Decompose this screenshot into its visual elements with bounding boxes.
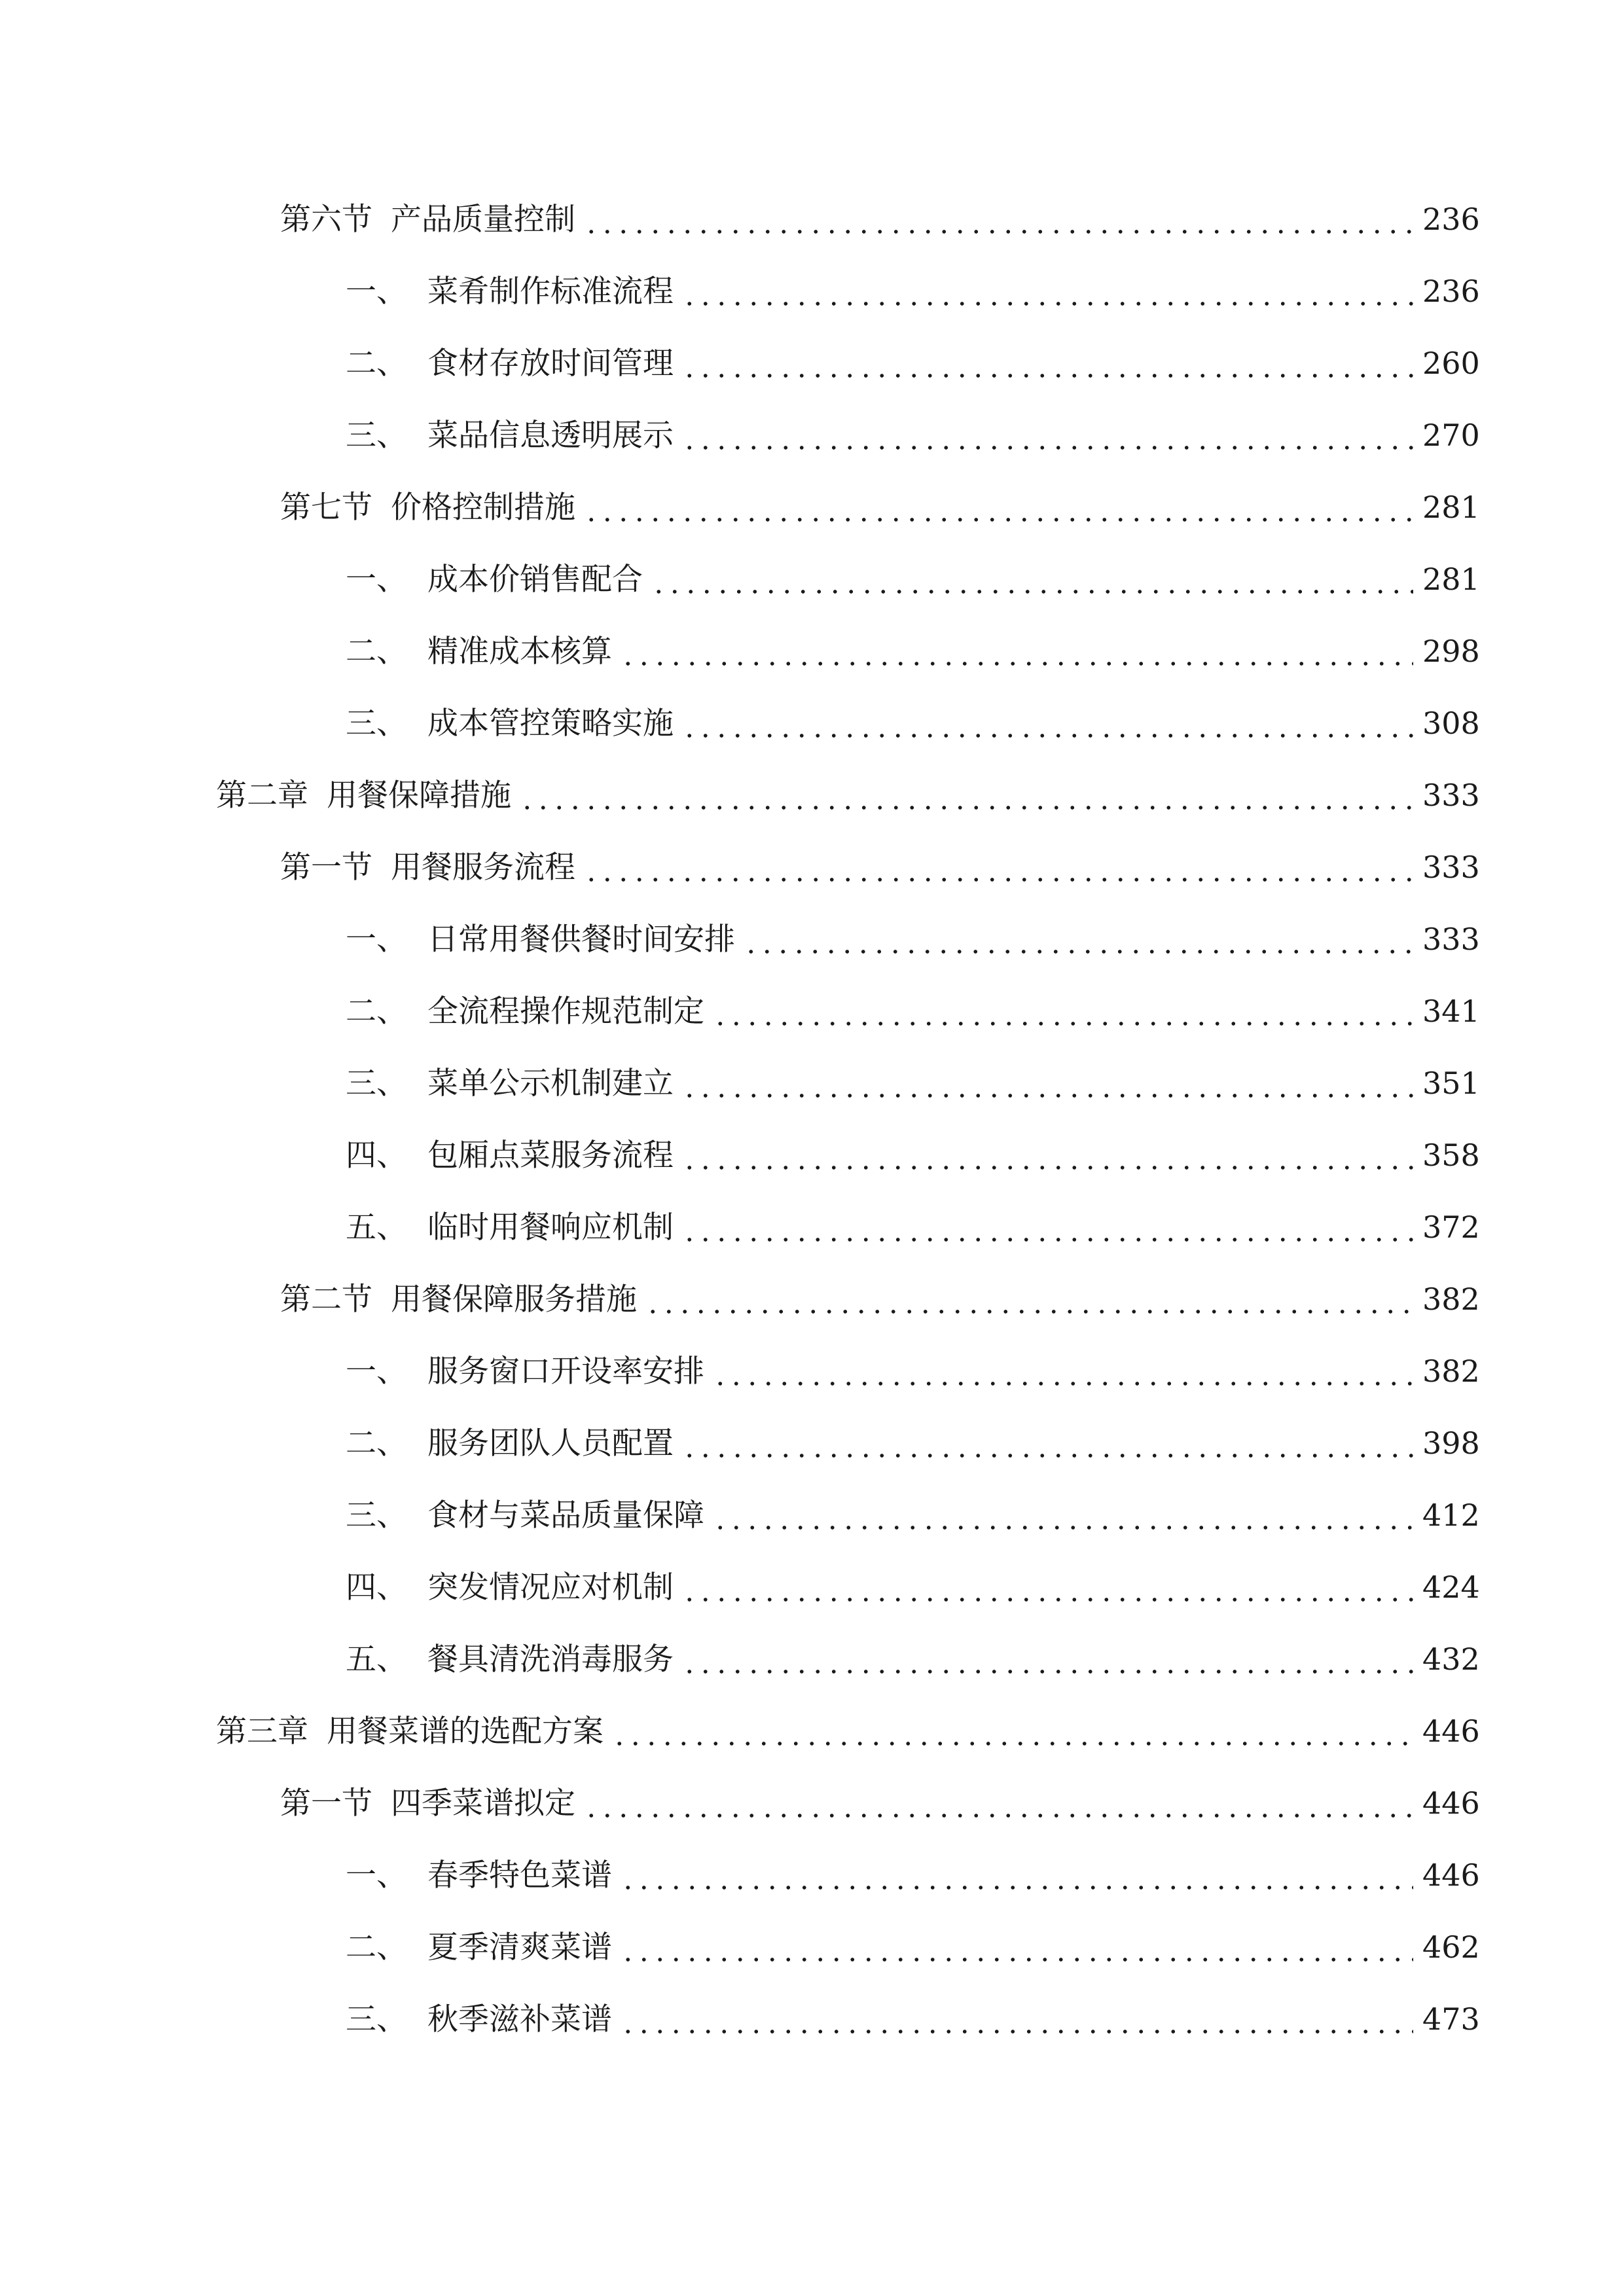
toc-entry-title: 用餐保障措施 bbox=[327, 777, 511, 814]
toc-entry-heading bbox=[346, 1641, 674, 1677]
toc-entry-number: 五、 bbox=[346, 1209, 407, 1246]
toc-entry-page-number: 308 bbox=[1422, 706, 1480, 741]
toc-entry-number: 一、 bbox=[346, 1857, 407, 1893]
toc-entry-title: 日常用餐供餐时间安排 bbox=[427, 921, 735, 958]
toc-entry-title: 价格控制措施 bbox=[391, 489, 575, 526]
toc-entry-heading bbox=[346, 633, 612, 670]
toc-entry[interactable] bbox=[0, 903, 1624, 975]
toc-entry[interactable] bbox=[0, 399, 1624, 471]
toc-dot-leader bbox=[645, 1284, 1413, 1315]
toc-entry-page-number: 333 bbox=[1422, 850, 1480, 885]
toc-entry-number: 五、 bbox=[346, 1641, 407, 1677]
toc-dot-leader bbox=[519, 780, 1413, 811]
toc-entry-title: 成本价销售配合 bbox=[427, 561, 643, 598]
toc-entry-heading bbox=[280, 489, 575, 526]
toc-entry-number: 一、 bbox=[346, 273, 407, 310]
toc-entry-page-number: 382 bbox=[1422, 1282, 1480, 1317]
toc-entry[interactable] bbox=[0, 1839, 1624, 1911]
toc-entry-number: 三、 bbox=[346, 1065, 407, 1102]
toc-entry[interactable] bbox=[0, 1119, 1624, 1191]
toc-entry-heading bbox=[280, 1785, 575, 1821]
toc-entry-title: 精准成本核算 bbox=[427, 633, 612, 670]
toc-entry-heading bbox=[346, 417, 674, 454]
toc-entry-heading bbox=[346, 993, 704, 1030]
toc-entry-heading bbox=[346, 561, 643, 598]
toc-entry-page-number: 236 bbox=[1422, 274, 1480, 309]
toc-dot-leader bbox=[620, 2004, 1413, 2035]
toc-dot-leader bbox=[583, 852, 1413, 883]
toc-entry-heading bbox=[216, 777, 511, 814]
toc-entry-title: 用餐服务流程 bbox=[391, 849, 575, 886]
toc-entry-page-number: 473 bbox=[1422, 2001, 1480, 2037]
toc-entry-page-number: 382 bbox=[1422, 1354, 1480, 1389]
toc-entry-number: 二、 bbox=[346, 1929, 407, 1965]
toc-entry-title: 餐具清洗消毒服务 bbox=[427, 1641, 674, 1677]
toc-dot-leader bbox=[620, 1860, 1413, 1891]
toc-dot-leader bbox=[681, 348, 1413, 379]
toc-entry-number: 三、 bbox=[346, 2001, 407, 2037]
toc-entry-number: 一、 bbox=[346, 921, 407, 958]
toc-entry-title: 四季菜谱拟定 bbox=[391, 1785, 575, 1821]
toc-entry-heading bbox=[346, 1569, 674, 1605]
toc-entry-page-number: 432 bbox=[1422, 1641, 1480, 1677]
toc-entry-page-number: 333 bbox=[1422, 922, 1480, 957]
toc-entry-title: 食材存放时间管理 bbox=[427, 345, 674, 382]
toc-entry-title: 突发情况应对机制 bbox=[427, 1569, 674, 1605]
toc-entry[interactable] bbox=[0, 1911, 1624, 1983]
toc-entry-heading bbox=[216, 1713, 604, 1749]
toc-entry-title: 产品质量控制 bbox=[391, 201, 575, 238]
toc-dot-leader bbox=[651, 564, 1413, 595]
toc-entry-title: 全流程操作规范制定 bbox=[427, 993, 704, 1030]
toc-entry-page-number: 298 bbox=[1422, 634, 1480, 669]
toc-entry-number: 第三章 bbox=[216, 1713, 308, 1749]
toc-dot-leader bbox=[583, 1788, 1413, 1819]
toc-dot-leader bbox=[681, 1572, 1413, 1603]
toc-entry[interactable] bbox=[0, 471, 1624, 543]
toc-entry-page-number: 398 bbox=[1422, 1426, 1480, 1461]
toc-entry-heading bbox=[346, 1353, 704, 1390]
toc-entry-heading bbox=[346, 1497, 704, 1534]
toc-entry-heading bbox=[280, 201, 575, 238]
toc-entry-page-number: 412 bbox=[1422, 1498, 1480, 1533]
toc-entry[interactable] bbox=[0, 1047, 1624, 1119]
toc-entry-heading bbox=[280, 849, 575, 886]
toc-dot-leader bbox=[583, 204, 1413, 235]
toc-entry[interactable] bbox=[0, 687, 1624, 759]
toc-entry-number: 二、 bbox=[346, 993, 407, 1030]
toc-dot-leader bbox=[620, 1932, 1413, 1963]
toc-entry-page-number: 462 bbox=[1422, 1929, 1480, 1965]
toc-entry-number: 二、 bbox=[346, 633, 407, 670]
toc-entry-page-number: 446 bbox=[1422, 1857, 1480, 1893]
toc-entry-title: 用餐菜谱的选配方案 bbox=[327, 1713, 604, 1749]
toc-entry-heading bbox=[346, 705, 674, 742]
toc-dot-leader bbox=[681, 420, 1413, 451]
toc-entry-number: 第六节 bbox=[280, 201, 372, 238]
toc-entry-number: 第七节 bbox=[280, 489, 372, 526]
toc-dot-leader bbox=[681, 708, 1413, 739]
toc-entry[interactable] bbox=[0, 759, 1624, 831]
toc-entry-title: 菜品信息透明展示 bbox=[427, 417, 674, 454]
toc-entry-number: 第二章 bbox=[216, 777, 308, 814]
toc-entry-page-number: 341 bbox=[1422, 994, 1480, 1029]
toc-dot-leader bbox=[681, 1068, 1413, 1099]
toc-entry[interactable] bbox=[0, 1407, 1624, 1479]
toc-entry-number: 三、 bbox=[346, 705, 407, 742]
table-of-contents bbox=[0, 183, 1624, 2055]
toc-entry-number: 一、 bbox=[346, 561, 407, 598]
toc-entry-page-number: 281 bbox=[1422, 562, 1480, 597]
toc-entry-title: 用餐保障服务措施 bbox=[391, 1281, 637, 1318]
toc-entry[interactable] bbox=[0, 975, 1624, 1047]
toc-entry-page-number: 446 bbox=[1422, 1785, 1480, 1821]
toc-entry[interactable] bbox=[0, 183, 1624, 255]
toc-entry[interactable] bbox=[0, 1191, 1624, 1263]
toc-entry-heading bbox=[280, 1281, 637, 1318]
toc-entry[interactable] bbox=[0, 1695, 1624, 1767]
toc-entry-heading bbox=[346, 1929, 612, 1965]
toc-entry-number: 三、 bbox=[346, 1497, 407, 1534]
toc-entry-heading bbox=[346, 1137, 674, 1174]
toc-entry-title: 夏季清爽菜谱 bbox=[427, 1929, 612, 1965]
toc-entry-heading bbox=[346, 273, 674, 310]
toc-entry[interactable] bbox=[0, 255, 1624, 327]
toc-dot-leader bbox=[681, 1140, 1413, 1171]
toc-entry-page-number: 351 bbox=[1422, 1066, 1480, 1101]
toc-dot-leader bbox=[712, 1500, 1413, 1531]
toc-dot-leader bbox=[712, 996, 1413, 1027]
toc-entry-page-number: 446 bbox=[1422, 1713, 1480, 1749]
toc-entry-title: 菜单公示机制建立 bbox=[427, 1065, 674, 1102]
toc-entry-number: 第一节 bbox=[280, 1785, 372, 1821]
toc-dot-leader bbox=[712, 1356, 1413, 1387]
toc-entry-title: 成本管控策略实施 bbox=[427, 705, 674, 742]
toc-entry-page-number: 333 bbox=[1422, 778, 1480, 813]
toc-entry-number: 第一节 bbox=[280, 849, 372, 886]
toc-entry-number: 第二节 bbox=[280, 1281, 372, 1318]
toc-entry-number: 三、 bbox=[346, 417, 407, 454]
toc-entry[interactable] bbox=[0, 1767, 1624, 1839]
toc-entry[interactable] bbox=[0, 327, 1624, 399]
toc-entry-page-number: 270 bbox=[1422, 418, 1480, 453]
toc-entry[interactable] bbox=[0, 1623, 1624, 1695]
toc-entry-number: 二、 bbox=[346, 1425, 407, 1462]
toc-entry-heading bbox=[346, 1065, 674, 1102]
toc-entry[interactable] bbox=[0, 615, 1624, 687]
toc-entry-page-number: 260 bbox=[1422, 346, 1480, 381]
toc-dot-leader bbox=[743, 924, 1413, 955]
toc-entry[interactable] bbox=[0, 1983, 1624, 2055]
toc-entry[interactable] bbox=[0, 543, 1624, 615]
toc-entry-page-number: 424 bbox=[1422, 1570, 1480, 1605]
toc-entry-title: 食材与菜品质量保障 bbox=[427, 1497, 704, 1534]
toc-entry-title: 菜肴制作标准流程 bbox=[427, 273, 674, 310]
toc-dot-leader bbox=[583, 492, 1413, 523]
toc-entry-heading bbox=[346, 921, 735, 958]
toc-entry[interactable] bbox=[0, 1551, 1624, 1623]
toc-entry-heading bbox=[346, 1857, 612, 1893]
toc-entry-number: 四、 bbox=[346, 1569, 407, 1605]
toc-entry[interactable] bbox=[0, 1479, 1624, 1551]
toc-dot-leader bbox=[681, 1428, 1413, 1459]
toc-dot-leader bbox=[611, 1716, 1413, 1747]
toc-entry-number: 一、 bbox=[346, 1353, 407, 1390]
toc-dot-leader bbox=[620, 636, 1413, 667]
toc-entry-page-number: 281 bbox=[1422, 490, 1480, 525]
toc-dot-leader bbox=[681, 1212, 1413, 1243]
toc-entry-title: 服务窗口开设率安排 bbox=[427, 1353, 704, 1390]
toc-dot-leader bbox=[681, 1644, 1413, 1675]
toc-entry-title: 临时用餐响应机制 bbox=[427, 1209, 674, 1246]
toc-entry-heading bbox=[346, 1209, 674, 1246]
toc-entry-heading bbox=[346, 1425, 674, 1462]
toc-entry-page-number: 372 bbox=[1422, 1210, 1480, 1245]
toc-entry[interactable] bbox=[0, 831, 1624, 903]
toc-dot-leader bbox=[681, 276, 1413, 307]
toc-entry-number: 二、 bbox=[346, 345, 407, 382]
toc-entry-page-number: 236 bbox=[1422, 202, 1480, 237]
toc-entry-number: 四、 bbox=[346, 1137, 407, 1174]
toc-entry[interactable] bbox=[0, 1263, 1624, 1335]
toc-entry-heading bbox=[346, 2001, 612, 2037]
toc-entry-page-number: 358 bbox=[1422, 1138, 1480, 1173]
toc-entry-title: 服务团队人员配置 bbox=[427, 1425, 674, 1462]
toc-entry-heading bbox=[346, 345, 674, 382]
toc-entry-title: 秋季滋补菜谱 bbox=[427, 2001, 612, 2037]
toc-entry[interactable] bbox=[0, 1335, 1624, 1407]
toc-entry-title: 春季特色菜谱 bbox=[427, 1857, 612, 1893]
toc-entry-title: 包厢点菜服务流程 bbox=[427, 1137, 674, 1174]
